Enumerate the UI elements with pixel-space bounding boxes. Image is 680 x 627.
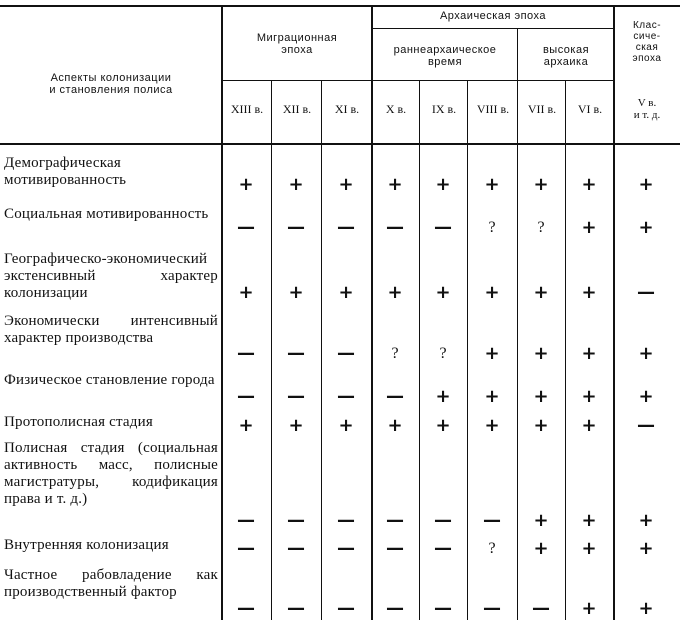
plus-mark: +: [288, 282, 304, 303]
plus-mark: +: [387, 415, 403, 436]
grid-vline: [271, 80, 272, 620]
row-label: Внутренняя колонизация: [4, 537, 169, 553]
plus-mark: +: [338, 282, 354, 303]
plus-mark: +: [638, 217, 654, 238]
grid-hline: [222, 80, 614, 81]
plus-mark: +: [533, 282, 549, 303]
header-early-archaic: раннеархаическое время: [393, 44, 497, 68]
plus-mark: +: [435, 386, 451, 407]
dash-mark: —: [337, 538, 355, 559]
dash-mark: —: [637, 282, 655, 303]
dash-mark: —: [434, 598, 452, 619]
dash-mark: —: [386, 217, 404, 238]
grid-vline: [565, 80, 566, 620]
plus-mark: +: [435, 282, 451, 303]
dash-mark: —: [434, 510, 452, 531]
row-label: Полисная стадия (социальная активность масс, полисные магистратуры, кодификация права и т. д.): [4, 440, 218, 507]
dash-mark: —: [237, 538, 255, 559]
dash-mark: —: [532, 598, 550, 619]
plus-mark: +: [387, 174, 403, 195]
plus-mark: +: [484, 386, 500, 407]
plus-mark: +: [638, 598, 654, 619]
plus-mark: +: [533, 510, 549, 531]
grid-hline: [372, 28, 614, 29]
row-label: Экономически интенсивный характер производства: [4, 313, 218, 346]
dash-mark: —: [434, 538, 452, 559]
header-high-archaic: высокая архаика: [542, 44, 590, 68]
plus-mark: +: [238, 174, 254, 195]
dash-mark: —: [337, 386, 355, 407]
header-aspects: Аспекты колонизации и становления полиса: [49, 72, 173, 96]
century-viii: VIII в.: [476, 102, 510, 116]
dash-mark: —: [483, 598, 501, 619]
plus-mark: +: [638, 174, 654, 195]
plus-mark: +: [435, 174, 451, 195]
plus-mark: +: [581, 343, 597, 364]
dash-mark: —: [287, 598, 305, 619]
header-archaic-epoch: Архаическая эпоха: [439, 10, 547, 22]
row-label: Частное рабовладение как производственный фактор: [4, 567, 218, 600]
plus-mark: +: [484, 415, 500, 436]
plus-mark: +: [638, 510, 654, 531]
dash-mark: —: [386, 510, 404, 531]
row-label: Географическо-экономический экстенсивный характер колонизации: [4, 251, 218, 301]
plus-mark: +: [581, 538, 597, 559]
plus-mark: +: [533, 386, 549, 407]
plus-mark: +: [581, 174, 597, 195]
plus-mark: +: [533, 174, 549, 195]
dash-mark: —: [237, 343, 255, 364]
dash-mark: —: [337, 343, 355, 364]
century-xii: XII в.: [282, 102, 312, 116]
header-classical-epoch: Клас- сиче- ская эпоха: [632, 20, 662, 64]
question-mark: ?: [488, 219, 496, 236]
plus-mark: +: [288, 174, 304, 195]
dash-mark: —: [637, 415, 655, 436]
plus-mark: +: [288, 415, 304, 436]
plus-mark: +: [638, 538, 654, 559]
dash-mark: —: [483, 510, 501, 531]
question-mark: ?: [488, 540, 496, 557]
plus-mark: +: [533, 343, 549, 364]
dash-mark: —: [337, 598, 355, 619]
plus-mark: +: [484, 174, 500, 195]
dash-mark: —: [237, 510, 255, 531]
plus-mark: +: [338, 415, 354, 436]
plus-mark: +: [581, 598, 597, 619]
grid-hline: [0, 143, 680, 145]
plus-mark: +: [238, 415, 254, 436]
plus-mark: +: [581, 415, 597, 436]
dash-mark: —: [287, 510, 305, 531]
dash-mark: —: [287, 217, 305, 238]
grid-vline: [221, 5, 223, 620]
plus-mark: +: [387, 282, 403, 303]
dash-mark: —: [386, 598, 404, 619]
question-mark: ?: [537, 219, 545, 236]
grid-hline: [0, 5, 680, 7]
century-v-etc: V в. и т. д.: [633, 97, 661, 121]
plus-mark: +: [338, 174, 354, 195]
plus-mark: +: [484, 343, 500, 364]
row-label: Физическое становление города: [4, 372, 215, 388]
dash-mark: —: [337, 217, 355, 238]
plus-mark: +: [581, 386, 597, 407]
plus-mark: +: [581, 217, 597, 238]
century-vii: VII в.: [527, 102, 557, 116]
dash-mark: —: [237, 217, 255, 238]
plus-mark: +: [484, 282, 500, 303]
question-mark: ?: [391, 345, 399, 362]
row-label: Демографическая мотивированность: [4, 155, 127, 188]
plus-mark: +: [638, 386, 654, 407]
plus-mark: +: [638, 343, 654, 364]
dash-mark: —: [287, 538, 305, 559]
dash-mark: —: [287, 343, 305, 364]
dash-mark: —: [434, 217, 452, 238]
plus-mark: +: [533, 415, 549, 436]
dash-mark: —: [386, 386, 404, 407]
century-vi: VI в.: [577, 102, 603, 116]
century-xi: XI в.: [334, 102, 360, 116]
plus-mark: +: [435, 415, 451, 436]
plus-mark: +: [581, 282, 597, 303]
dash-mark: —: [287, 386, 305, 407]
dash-mark: —: [237, 386, 255, 407]
plus-mark: +: [581, 510, 597, 531]
plus-mark: +: [238, 282, 254, 303]
grid-vline: [321, 80, 322, 620]
header-migration-epoch: Миграционная эпоха: [256, 32, 338, 56]
century-x: X в.: [385, 102, 407, 116]
century-ix: IX в.: [431, 102, 457, 116]
century-xiii: XIII в.: [230, 102, 264, 116]
dash-mark: —: [337, 510, 355, 531]
dash-mark: —: [237, 598, 255, 619]
row-label: Социальная мотивированность: [4, 206, 209, 222]
grid-vline: [371, 5, 373, 620]
question-mark: ?: [439, 345, 447, 362]
plus-mark: +: [533, 538, 549, 559]
row-label: Протополисная стадия: [4, 414, 153, 430]
grid-vline: [467, 80, 468, 620]
dash-mark: —: [386, 538, 404, 559]
grid-vline: [419, 80, 420, 620]
grid-vline: [517, 28, 518, 620]
